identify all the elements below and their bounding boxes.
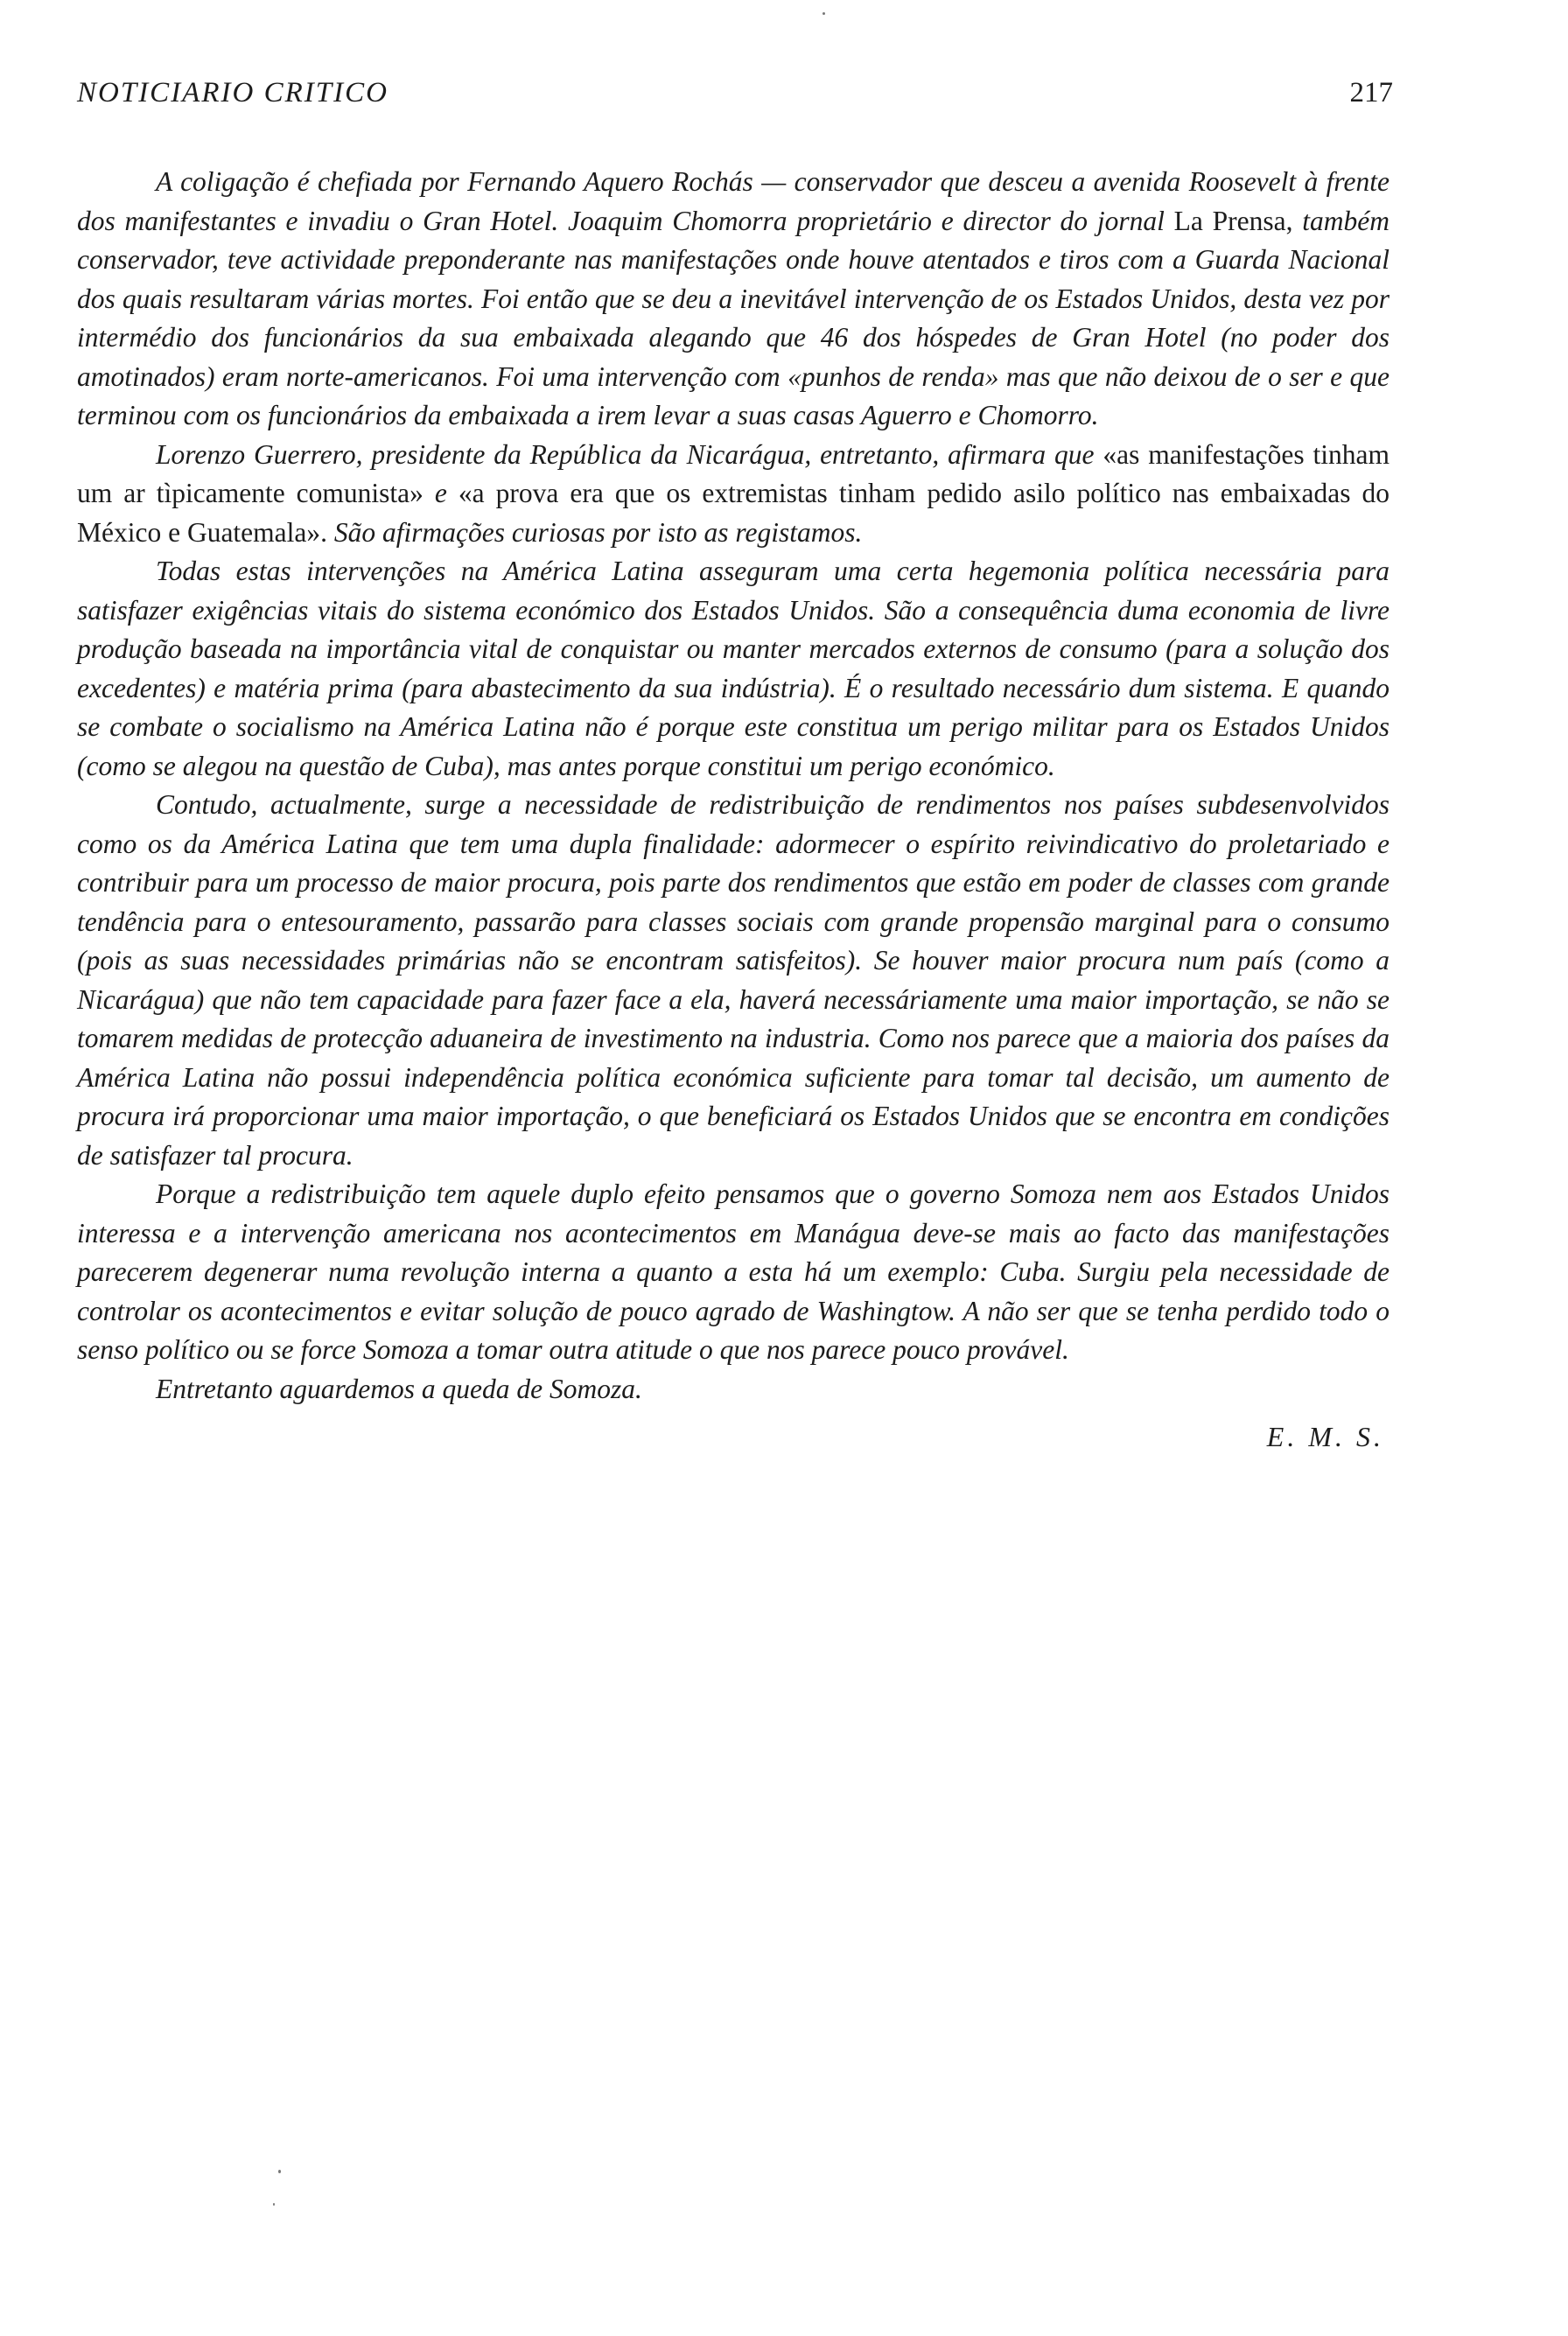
scan-speck-bottom [278,2170,281,2173]
paragraph-1-part-c: também conservador, teve actividade preponderante nas manifestações onde houve atentados e tiros com a Guarda Nacional dos quais resultaram várias mortes. Foi então que se deu a inevitável intervenção de os Estados Unidos, desta vez por intermédio dos funcionários da sua embaixada alegando que 46 dos hóspedes de Gran Hotel (no poder dos amotinados) eram norte-americanos. Foi uma intervenção com «punhos de renda» mas que não deixou de o ser e que terminou com os funcionários da embaixada a irem levar a suas casas Aguerro e Chomorro. [77,205,1390,430]
page-header [77,77,1393,129]
paragraph-6: Entretanto aguardemos a queda de Somoza. [156,1373,642,1404]
paragraph-2-part-a: Lorenzo Guerrero, presidente da República da Nicarágua, entretanto, afirmara que [156,438,1103,470]
paragraph-3: Todas estas intervenções na América Latina asseguram uma certa hegemonia política necessária para satisfazer exigências vitais do sistema económico dos Estados Unidos. São a consequência duma economia de livre produção baseada na importância vital de conquistar ou manter mercados externos de consumo (para a solução dos excedentes) e matéria prima (para abastecimento da sua indústria). É o resultado necessário dum sistema. E quando se combate o socialismo na América Latina não é porque este constitua um perigo militar para os Estados Unidos (como se alegou na questão de Cuba), mas antes porque constitui um perigo económico. [77,556,1390,781]
quotation-1: «as manifestações tinham um ar tìpicamente comunista» [77,438,1390,508]
paragraph-2-part-c: e [423,478,458,508]
paragraph-2-part-e: São afirmações curiosas por isto as registamos. [327,516,863,548]
paragraph-1-part-a: A coligação é chefiada por Fernando Aquero Rochás — conservador que desceu a avenida Roosevelt à frente dos manifestantes e invadiu o Gran Hotel. Joaquim Chomorra proprietário e director do jornal [77,166,1390,236]
scan-speck-bottom-2 [273,2203,275,2206]
quotation-2: «a prova era que os extremistas tinham pedido asilo político nas embaixadas do México e Guatemala». [77,478,1390,548]
article-body [77,163,1390,1453]
author-signature: E. M. S. [1266,1421,1384,1452]
paragraph-5: Porque a redistribuição tem aquele duplo efeito pensamos que o governo Somoza nem aos Estados Unidos interessa e a intervenção americana nos acontecimentos em Manágua deve-se mais ao facto das manifestações parecerem degenerar numa revolução interna a quanto a esta há um exemplo: Cuba. Surgiu pela necessidade de controlar os acontecimentos e evitar solução de pouco agrado de Washingtow. A não ser que se tenha perdido todo o senso político ou se force Somoza a tomar outra atitude o que nos parece pouco provável. [77,1178,1390,1365]
paragraph-1 [77,163,1390,436]
scan-speck-top [822,12,825,15]
newspaper-name: La Prensa, [1173,205,1293,236]
page-number: 217 [1349,77,1393,108]
running-title: NOTICIARIO CRITICO [77,77,388,108]
paragraph-2 [77,436,1390,553]
paragraph-4: Contudo, actualmente, surge a necessidade de redistribuição de rendimentos nos países subdesenvolvidos como os da América Latina que tem uma dupla finalidade: adormecer o espírito reivindicativo do proletariado e contribuir para um processo de maior procura, pois parte dos rendimentos que estão em poder de classes com grande tendência para o entesouramento, passarão para classes sociais com grande propensão marginal para o consumo (pois as suas necessidades primárias não se encontram satisfeitos). Se houver maior procura num país (como a Nicarágua) que não tem capacidade para fazer face a ela, haverá necessáriamente uma maior importação, se não se tomarem medidas de protecção aduaneira de investimento na industria. Como nos parece que a maioria dos países da América Latina não possui independência política económica suficiente para tomar tal decisão, um aumento de procura irá proporcionar uma maior importação, o que beneficiará os Estados Unidos que se encontra em condições de satisfazer tal procura. [77,789,1390,1171]
